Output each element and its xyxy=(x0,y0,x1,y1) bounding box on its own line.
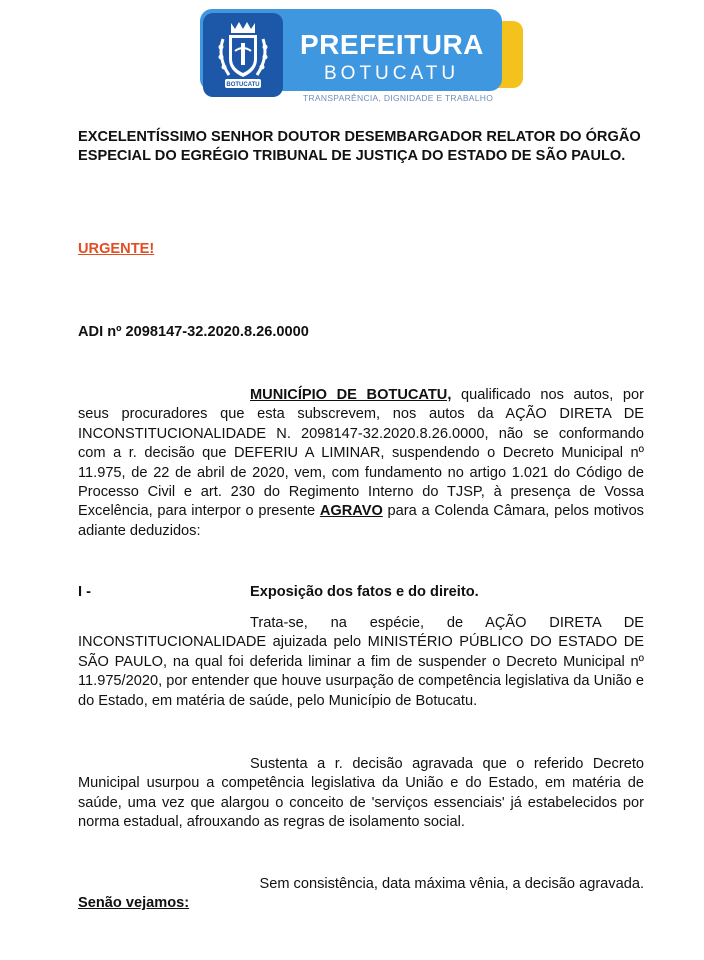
coat-of-arms-icon xyxy=(209,19,277,91)
section-number: I - xyxy=(78,584,91,600)
logo-subtitle: BOTUCATU xyxy=(324,63,460,84)
crest-ribbon-text: BOTUCATU xyxy=(226,82,260,88)
logo-title: PREFEITURA xyxy=(300,29,484,60)
agravo-term: AGRAVO xyxy=(319,503,383,520)
section-title: Exposição dos fatos e do direito. xyxy=(250,584,479,600)
process-number: ADI nº 2098147-32.2020.8.26.0000 xyxy=(78,324,309,340)
document-heading: EXCELENTÍSSIMO SENHOR DOUTOR DESEMBARGADOR RELATOR DO ÓRGÃO ESPECIAL DO EGRÉGIO TRIBUNAL DE JUSTIÇA DO ESTADO DE SÃO PAULO. xyxy=(78,129,641,164)
intro-text-a: qualificado nos autos, por seus procuradores que esta subscrevem, nos autos da AÇÃO DIRETA DE INCONSTITUCIONALIDADE N. 2098147-32.2020.8.26.0000, não se conformando com a r. decisão que DEFERIU A LIMINAR, suspendendo o Decreto Municipal nº 11.975, de 22 de abril de 2020, vem, com fundamento no artigo 1.021 do Código de Processo Civil e art. 230 do Regimento Interno do TJSP, à presença de Vossa Excelência, para interpor o presente xyxy=(78,387,644,520)
facts-text: Trata-se, na espécie, de AÇÃO DIRETA DE INCONSTITUCIONALIDADE ajuizada pelo MINISTÉRIO PÚBLICO DO ESTADO DE SÃO PAULO, na qual foi deferida liminar a fim de suspender o Decreto Municipal nº 11.975/2020, por entender que houve usurpação de competência legislativa da União e do Estado, em matéria de saúde, pelo Município de Botucatu. xyxy=(78,615,644,709)
municipality-name: MUNICÍPIO DE BOTUCATU, xyxy=(250,387,452,403)
paragraph-intro xyxy=(78,386,644,541)
decision-text: Sustenta a r. decisão agravada que o referido Decreto Municipal usurpou a competência legislativa da União e do Estado, em matéria de saúde, uma vez que alargou o conceito de 'serviços essenciais' já estabelecidos por norma estadual, afrouxando as regras de isolamento social. xyxy=(78,756,644,831)
logo-slogan: TRANSPARÊNCIA, DIGNIDADE E TRABALHO xyxy=(303,93,494,103)
senao-vejamos: Senão vejamos: xyxy=(78,895,190,911)
prefeitura-logo xyxy=(200,9,523,103)
urgent-label: URGENTE! xyxy=(78,241,155,257)
crest-icon xyxy=(203,13,283,97)
paragraph-decision xyxy=(78,755,644,833)
paragraph-facts xyxy=(78,614,644,711)
paragraph-consistency: Sem consistência, data máxima vênia, a decisão agravada. xyxy=(259,876,644,892)
intro-text-b: para a Colenda Câmara, pelos motivos adiante deduzidos: xyxy=(78,503,644,539)
